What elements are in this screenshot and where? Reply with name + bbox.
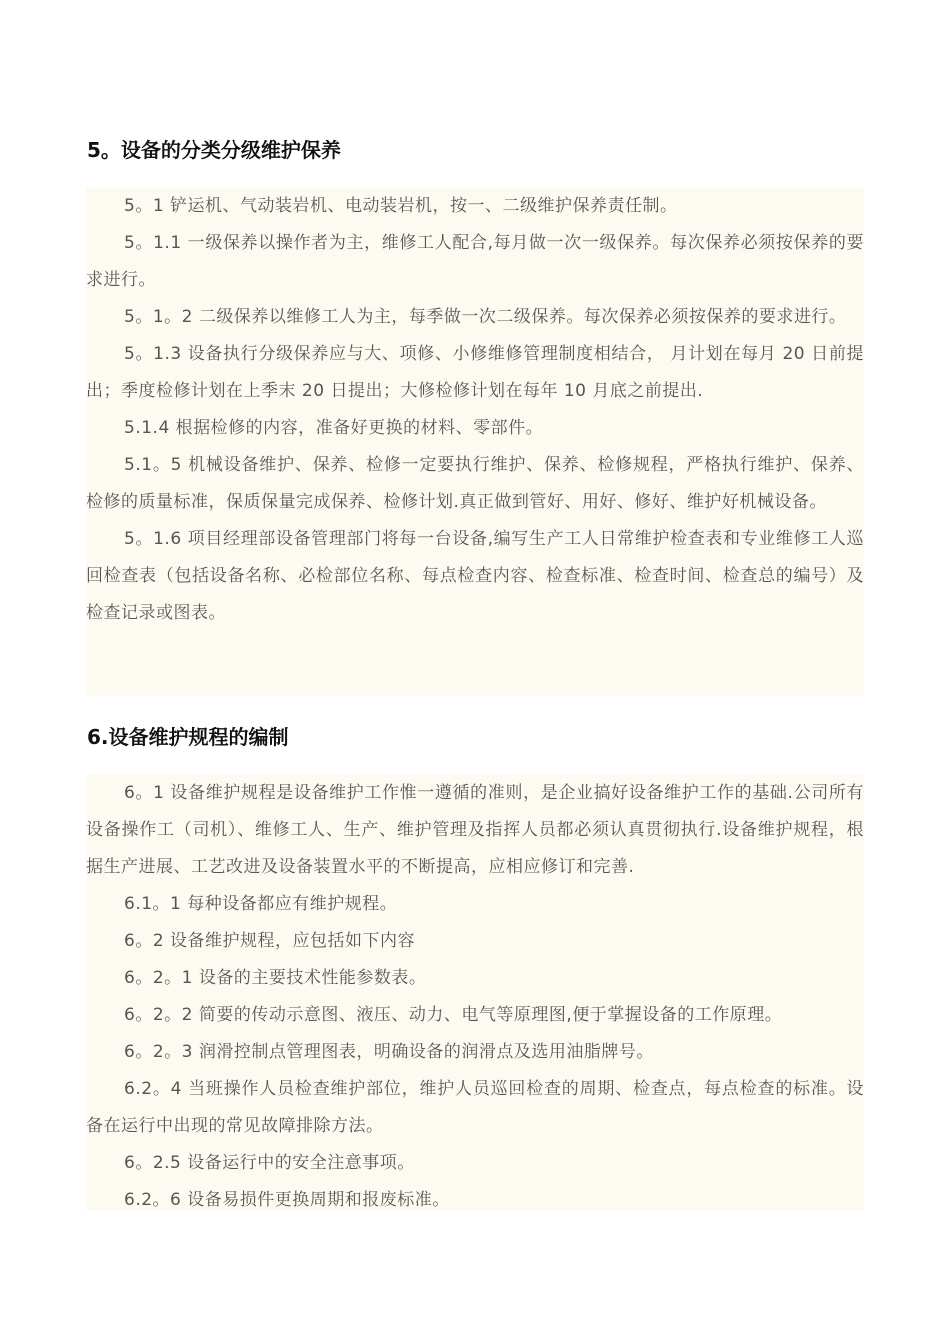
- section-5-body: [86, 188, 864, 696]
- paragraph: 5。1.3 设备执行分级保养应与大、项修、小修维修管理制度相结合， 月计划在每月 20 日前提出；季度检修计划在上季末 20 日提出；大修检修计划在每年 10 月底之前提出.: [86, 344, 864, 401]
- paragraph: 5。1.1 一级保养以操作者为主，维修工人配合,每月做一次一级保养。每次保养必须按保养的要求进行。: [86, 233, 864, 290]
- section-heading-6: 6.设备维护规程的编制: [87, 725, 289, 749]
- paragraph: 5。1.6 项目经理部设备管理部门将每一台设备,编写生产工人日常维护检查表和专业维修工人巡回检查表（包括设备名称、必检部位名称、每点检查内容、检查标准、检查时间、检查总的编号）及检查记录或图表。: [86, 529, 864, 623]
- paragraph: 6。2.5 设备运行中的安全注意事项。: [124, 1153, 415, 1173]
- section-heading-5: 5。设备的分类分级维护保养: [87, 138, 341, 162]
- paragraph: 6。1 设备维护规程是设备维护工作惟一遵循的准则，是企业搞好设备维护工作的基础.公司所有设备操作工（司机）、维修工人、生产、维护管理及指挥人员都必须认真贯彻执行.设备维护规程，根据生产进展、工艺改进及设备装置水平的不断提高，应相应修订和完善.: [86, 783, 864, 877]
- paragraph: 5。1 铲运机、气动装岩机、电动装岩机，按一、二级维护保养责任制。: [124, 196, 678, 216]
- paragraph: 6。2。1 设备的主要技术性能参数表。: [124, 968, 427, 988]
- paragraph: 6.2。6 设备易损件更换周期和报废标准。: [124, 1190, 450, 1210]
- paragraph: 5.1。5 机械设备维护、保养、检修一定要执行维护、保养、检修规程，严格执行维护、保养、检修的质量标准，保质保量完成保养、检修计划.真正做到管好、用好、修好、维护好机械设备。: [86, 455, 864, 512]
- paragraph: 5。1。2 二级保养以维修工人为主，每季做一次二级保养。每次保养必须按保养的要求进行。: [124, 307, 847, 327]
- paragraph: 5.1.4 根据检修的内容，准备好更换的材料、零部件。: [124, 418, 544, 438]
- section-6-body: [86, 775, 864, 1211]
- paragraph: 6.1。1 每种设备都应有维护规程。: [124, 894, 398, 914]
- paragraph: 6。2。2 简要的传动示意图、液压、动力、电气等原理图,便于掌握设备的工作原理。: [124, 1005, 783, 1025]
- paragraph: 6。2。3 润滑控制点管理图表，明确设备的润滑点及选用油脂牌号。: [124, 1042, 654, 1062]
- paragraph: 6.2。4 当班操作人员检查维护部位，维护人员巡回检查的周期、检查点，每点检查的标准。设备在运行中出现的常见故障排除方法。: [86, 1079, 864, 1136]
- paragraph: 6。2 设备维护规程，应包括如下内容: [124, 931, 416, 951]
